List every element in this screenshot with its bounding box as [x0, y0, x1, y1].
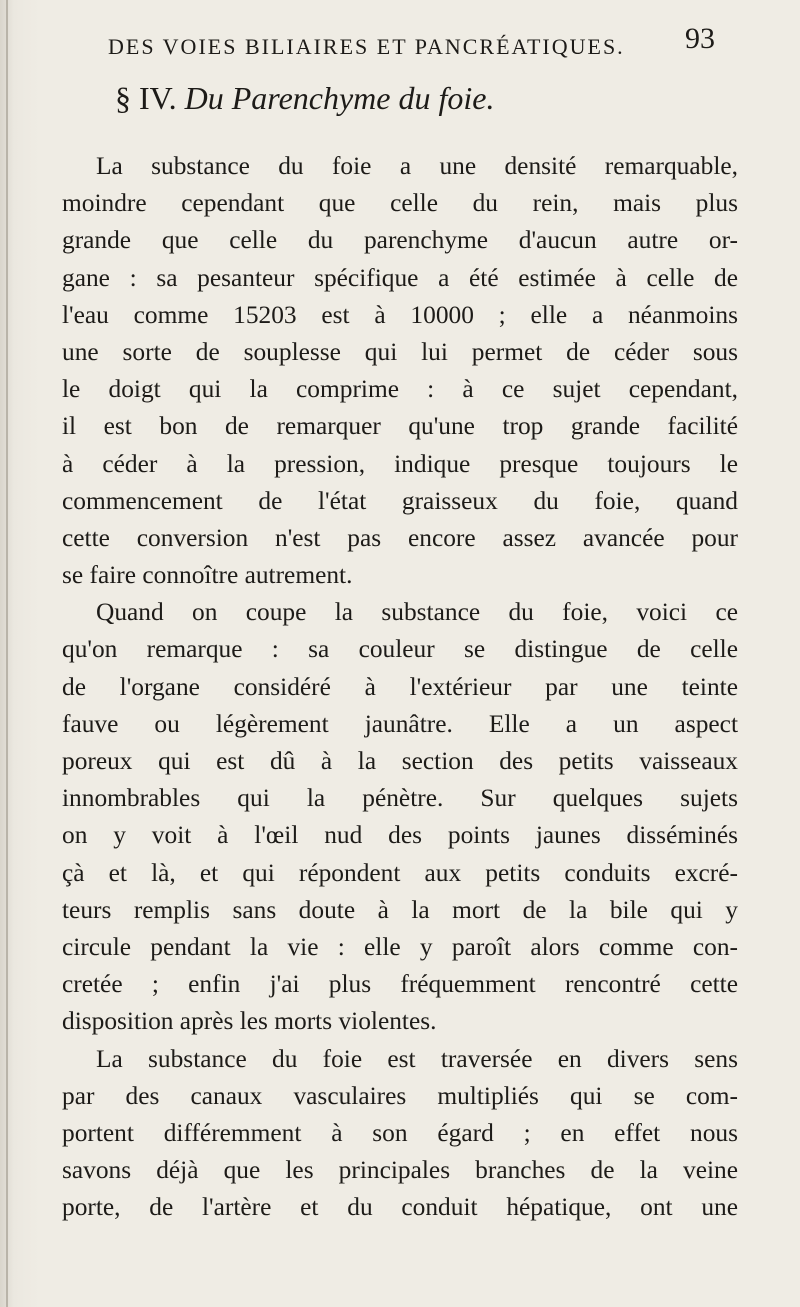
text-line: porte, de l'artère et du conduit hépatique, ont une — [62, 1193, 738, 1222]
text-line: teurs remplis sans doute à la mort de la bile qui y — [62, 895, 738, 924]
text-line: qu'on remarque : sa couleur se distingue de celle — [62, 635, 738, 664]
running-head: DES VOIES BILIAIRES ET PANCRÉATIQUES. — [108, 34, 625, 59]
text-line: çà et là, et qui répondent aux petits conduits excré- — [62, 858, 738, 887]
text-line: portent différemment à son égard ; en effet nous — [62, 1118, 738, 1147]
text-line: à céder à la pression, indique presque toujours le — [62, 449, 738, 478]
section-number: § IV. — [115, 80, 177, 116]
text-line: innombrables qui la pénètre. Sur quelques sujets — [62, 784, 738, 813]
text-line: La substance du foie a une densité remarquable, — [96, 152, 738, 180]
text-line: on y voit à l'œil nud des points jaunes disséminés — [62, 821, 738, 850]
text-line: par des canaux vasculaires multipliés qui se com- — [62, 1081, 738, 1110]
text-line: commencement de l'état graisseux du foie, quand — [62, 486, 738, 515]
text-line: Quand on coupe la substance du foie, voici ce — [96, 598, 738, 627]
text-line: savons déjà que les principales branches de la veine — [62, 1156, 738, 1185]
text-line: fauve ou légèrement jaunâtre. Elle a un aspect — [62, 709, 738, 738]
text-line: circule pendant la vie : elle y paroît alors comme con- — [62, 932, 738, 961]
text-line: moindre cependant que celle du rein, mais plus — [62, 189, 738, 218]
page-number: 93 — [685, 22, 715, 55]
text-line: poreux qui est dû à la section des petits vaisseaux — [62, 747, 738, 775]
text-line: gane : sa pesanteur spécifique a été estimée à celle de — [62, 263, 738, 292]
text-line: cette conversion n'est pas encore assez avancée pour — [62, 523, 738, 552]
text-line: se faire connoître autrement. — [62, 561, 353, 590]
section-heading: Du Parenchyme du foie. — [184, 80, 495, 116]
text-line: le doigt qui la comprime : à ce sujet cependant, — [62, 375, 738, 404]
text-line: une sorte de souplesse qui lui permet de céder sous — [62, 337, 738, 366]
text-line: disposition après les morts violentes. — [62, 1007, 437, 1036]
text-line: il est bon de remarquer qu'une trop grande facilité — [62, 412, 738, 441]
text-line: de l'organe considéré à l'extérieur par une teinte — [62, 672, 738, 701]
text-line: grande que celle du parenchyme d'aucun autre or- — [62, 226, 738, 255]
text-line: La substance du foie est traversée en divers sens — [96, 1044, 738, 1073]
text-line: cretée ; enfin j'ai plus fréquemment rencontré cette — [62, 970, 738, 999]
section-title — [115, 80, 494, 117]
body-text — [62, 148, 738, 1226]
page-gutter — [6, 0, 8, 1307]
text-line: l'eau comme 15203 est à 10000 ; elle a néanmoins — [62, 300, 738, 329]
